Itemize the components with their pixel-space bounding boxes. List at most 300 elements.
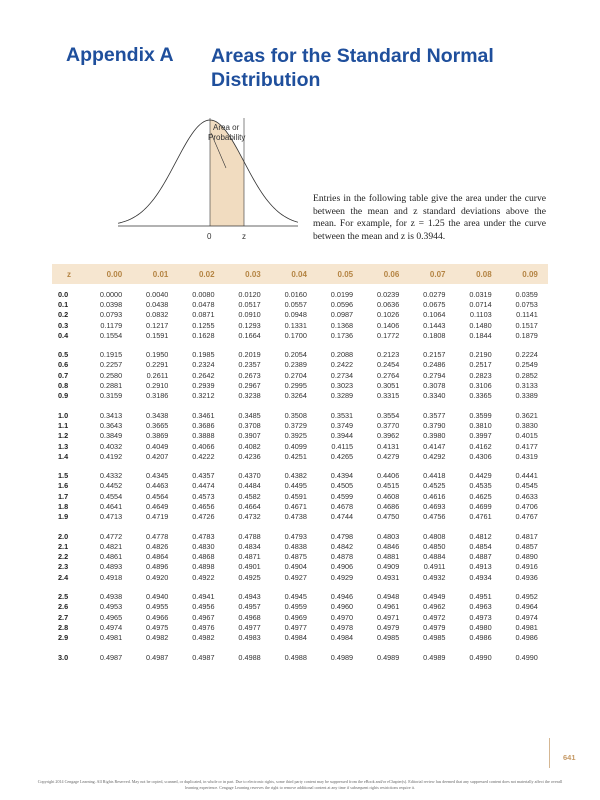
area-cell: 0.4864 (146, 552, 169, 562)
area-cell: 0.0319 (469, 289, 492, 299)
area-cell: 0.4932 (423, 572, 446, 582)
area-cell: 0.4953 (99, 602, 123, 612)
area-cell: 0.4927 (284, 572, 307, 582)
area-cell: 0.3413 (99, 410, 123, 420)
area-cell: 0.0478 (192, 299, 215, 309)
area-cell: 0.4783 (192, 531, 215, 541)
area-cell: 0.4817 (515, 531, 538, 541)
area-cell: 0.4987 (99, 652, 123, 662)
area-cell: 0.3461 (192, 410, 215, 420)
area-cell: 0.0040 (146, 289, 169, 299)
area-cell: 0.4803 (376, 531, 400, 541)
area-cell: 0.4896 (146, 562, 169, 572)
table-row (52, 320, 548, 330)
area-cell: 0.2611 (146, 370, 169, 380)
area-cell: 0.0080 (192, 289, 215, 299)
area-cell: 0.1664 (238, 330, 261, 340)
appendix-title: Areas for the Standard Normal Distribution (211, 45, 494, 91)
area-cell: 0.4979 (376, 622, 400, 632)
area-cell: 0.2157 (423, 350, 446, 360)
area-cell: 0.4881 (376, 552, 400, 562)
area-cell: 0.4319 (515, 451, 538, 461)
area-cell: 0.0948 (284, 310, 307, 320)
area-cell: 0.4474 (192, 481, 215, 491)
column-header: 0.06 (383, 269, 400, 279)
area-cell: 0.3729 (284, 420, 307, 430)
area-cell: 0.0832 (146, 310, 169, 320)
area-cell: 0.2324 (192, 360, 215, 370)
area-cell: 0.4279 (376, 451, 400, 461)
area-cell: 0.1844 (469, 330, 492, 340)
area-cell: 0.4838 (284, 541, 307, 551)
area-cell: 0.4945 (284, 592, 307, 602)
table-row (52, 380, 548, 390)
area-cell: 0.3944 (330, 431, 354, 441)
area-label-line1: Area or (213, 123, 240, 132)
area-cell: 0.3849 (99, 431, 123, 441)
column-header: 0.04 (291, 269, 307, 279)
area-cell: 0.4306 (469, 451, 492, 461)
area-cell: 0.3315 (376, 391, 400, 401)
page-number: 641 (563, 753, 576, 762)
area-cell: 0.4484 (238, 481, 261, 491)
area-cell: 0.4974 (515, 612, 538, 622)
row-group (52, 531, 548, 582)
area-cell: 0.3830 (515, 420, 538, 430)
area-cell: 0.3508 (284, 410, 307, 420)
area-cell: 0.4929 (330, 572, 354, 582)
area-cell: 0.0160 (284, 289, 307, 299)
area-cell: 0.4608 (376, 491, 400, 501)
area-cell: 0.3888 (192, 431, 215, 441)
area-cell: 0.4591 (284, 491, 307, 501)
table-row (52, 391, 548, 401)
area-cell: 0.4738 (284, 512, 307, 522)
area-cell: 0.3389 (515, 391, 538, 401)
area-cell: 0.4418 (423, 471, 446, 481)
area-cell: 0.4706 (515, 501, 538, 511)
area-cell: 0.4909 (376, 562, 400, 572)
area-cell: 0.4887 (469, 552, 492, 562)
area-cell: 0.3264 (284, 391, 307, 401)
area-cell: 0.4066 (192, 441, 215, 451)
area-cell: 0.0438 (146, 299, 169, 309)
area-cell: 0.4974 (99, 622, 123, 632)
area-cell: 0.1985 (192, 350, 215, 360)
area-cell: 0.4978 (330, 622, 354, 632)
column-header: 0.02 (198, 269, 215, 279)
area-cell: 0.4984 (284, 633, 307, 643)
area-cell: 0.4192 (99, 451, 123, 461)
area-cell: 0.2088 (330, 350, 354, 360)
area-cell: 0.4726 (192, 512, 215, 522)
z-value-cell: 2.7 (58, 612, 69, 622)
column-header: 0.08 (476, 269, 492, 279)
area-cell: 0.4345 (146, 471, 169, 481)
area-cell: 0.4987 (146, 652, 169, 662)
area-cell: 0.3749 (330, 420, 354, 430)
area-cell: 0.4918 (99, 572, 123, 582)
z-value-cell: 1.7 (58, 491, 69, 501)
area-cell: 0.2764 (376, 370, 400, 380)
area-cell: 0.4357 (192, 471, 215, 481)
area-cell: 0.4925 (238, 572, 261, 582)
area-cell: 0.4664 (238, 501, 261, 511)
area-cell: 0.4968 (238, 612, 261, 622)
area-cell: 0.4251 (284, 451, 307, 461)
area-cell: 0.1700 (284, 330, 307, 340)
area-cell: 0.4976 (192, 622, 215, 632)
area-cell: 0.1255 (192, 320, 215, 330)
area-cell: 0.4693 (423, 501, 446, 511)
area-cell: 0.4429 (469, 471, 492, 481)
z-value-cell: 0.8 (58, 381, 69, 391)
column-header: 0.00 (106, 269, 123, 279)
table-row (52, 370, 548, 380)
area-cell: 0.4265 (330, 451, 354, 461)
table-body (52, 289, 548, 662)
area-cell: 0.4846 (376, 541, 400, 551)
area-cell: 0.0793 (99, 310, 123, 320)
area-cell: 0.2019 (238, 350, 261, 360)
area-cell: 0.0910 (238, 310, 261, 320)
column-header: 0.03 (245, 269, 261, 279)
area-cell: 0.4834 (238, 541, 261, 551)
area-cell: 0.1480 (469, 320, 492, 330)
area-cell: 0.4878 (330, 552, 354, 562)
area-cell: 0.2454 (376, 360, 400, 370)
area-cell: 0.4938 (99, 592, 123, 602)
area-cell: 0.4778 (146, 531, 169, 541)
area-cell: 0.4082 (238, 441, 261, 451)
area-cell: 0.4979 (423, 622, 446, 632)
area-cell: 0.1179 (100, 320, 123, 330)
area-cell: 0.4906 (330, 562, 354, 572)
area-cell: 0.3554 (376, 410, 400, 420)
area-cell: 0.4940 (146, 592, 169, 602)
area-cell: 0.4987 (192, 652, 215, 662)
table-row (52, 572, 548, 582)
table-row (52, 612, 548, 622)
area-cell: 0.2517 (469, 360, 492, 370)
zero-label: 0 (207, 232, 212, 241)
area-cell: 0.4441 (515, 471, 538, 481)
table-row (52, 652, 548, 662)
area-cell: 0.4981 (99, 633, 123, 643)
table-row (52, 481, 548, 491)
area-cell: 0.3186 (146, 391, 169, 401)
area-cell: 0.3340 (423, 391, 446, 401)
area-cell: 0.1026 (376, 310, 400, 320)
area-cell: 0.3106 (469, 381, 492, 391)
area-cell: 0.2054 (284, 350, 307, 360)
area-cell: 0.2967 (238, 381, 261, 391)
area-cell: 0.4904 (284, 562, 307, 572)
area-cell: 0.4719 (146, 512, 169, 522)
area-cell: 0.4986 (469, 633, 492, 643)
area-cell: 0.2580 (99, 370, 123, 380)
area-cell: 0.4955 (146, 602, 169, 612)
area-cell: 0.4966 (146, 612, 169, 622)
area-cell: 0.4965 (99, 612, 123, 622)
area-cell: 0.0987 (330, 310, 354, 320)
area-cell: 0.3925 (284, 431, 307, 441)
area-cell: 0.4406 (376, 471, 400, 481)
area-cell: 0.3708 (238, 420, 261, 430)
area-cell: 0.4977 (284, 622, 307, 632)
area-cell: 0.3907 (238, 431, 261, 441)
area-cell: 0.1628 (192, 330, 215, 340)
area-cell: 0.4949 (423, 592, 446, 602)
area-cell: 0.1554 (99, 330, 123, 340)
normal-curve-figure (118, 118, 298, 246)
area-cell: 0.4990 (515, 652, 538, 662)
area-cell: 0.1406 (376, 320, 400, 330)
area-cell: 0.4788 (238, 531, 261, 541)
area-cell: 0.2486 (423, 360, 446, 370)
z-value-cell: 2.1 (58, 541, 69, 551)
area-cell: 0.2224 (515, 350, 538, 360)
area-cell: 0.0120 (238, 289, 261, 299)
area-cell: 0.1443 (423, 320, 446, 330)
area-cell: 0.4713 (99, 512, 123, 522)
area-cell: 0.4948 (376, 592, 400, 602)
area-cell: 0.4616 (423, 491, 446, 501)
area-cell: 0.2995 (284, 381, 307, 391)
area-cell: 0.3577 (423, 410, 446, 420)
area-cell: 0.4554 (99, 491, 123, 501)
appendix-label: Appendix A (66, 44, 174, 66)
area-cell: 0.4988 (238, 652, 261, 662)
z-value-cell: 0.5 (58, 350, 69, 360)
area-cell: 0.1293 (238, 320, 261, 330)
area-cell: 0.4582 (238, 491, 261, 501)
area-cell: 0.4989 (330, 652, 354, 662)
area-cell: 0.4969 (284, 612, 307, 622)
area-cell: 0.4032 (99, 441, 123, 451)
area-cell: 0.4972 (423, 612, 446, 622)
z-label: z (242, 232, 246, 241)
area-cell: 0.2291 (146, 360, 169, 370)
table-row (52, 431, 548, 441)
area-cell: 0.4744 (330, 512, 354, 522)
area-cell: 0.3365 (469, 391, 492, 401)
table-row (52, 289, 548, 299)
area-cell: 0.1950 (146, 350, 169, 360)
z-value-cell: 0.2 (58, 310, 69, 320)
area-cell: 0.1103 (469, 310, 492, 320)
area-cell: 0.4977 (238, 622, 261, 632)
area-cell: 0.3790 (423, 420, 446, 430)
area-cell: 0.2881 (99, 381, 123, 391)
area-cell: 0.4884 (423, 552, 446, 562)
z-value-cell: 2.8 (58, 622, 69, 632)
area-cell: 0.3078 (423, 381, 446, 391)
z-value-cell: 0.6 (58, 360, 69, 370)
table-row (52, 591, 548, 601)
area-cell: 0.4793 (284, 531, 307, 541)
area-cell: 0.4943 (238, 592, 261, 602)
row-group (52, 349, 548, 400)
area-cell: 0.0675 (423, 299, 446, 309)
area-cell: 0.4973 (469, 612, 492, 622)
area-cell: 0.0000 (99, 289, 123, 299)
area-cell: 0.2852 (515, 370, 538, 380)
area-cell: 0.3810 (469, 420, 492, 430)
area-cell: 0.4015 (515, 431, 538, 441)
area-cell: 0.4656 (192, 501, 215, 511)
area-cell: 0.4961 (376, 602, 400, 612)
area-cell: 0.4916 (515, 562, 538, 572)
area-cell: 0.3686 (192, 420, 215, 430)
area-cell: 0.4699 (469, 501, 492, 511)
area-cell: 0.4452 (99, 481, 123, 491)
area-cell: 0.4750 (376, 512, 400, 522)
z-value-cell: 2.2 (58, 552, 69, 562)
area-cell: 0.2939 (192, 381, 215, 391)
area-cell: 0.3133 (515, 381, 538, 391)
z-value-cell: 2.3 (58, 562, 69, 572)
area-cell: 0.4370 (238, 471, 261, 481)
area-cell: 0.4985 (423, 633, 446, 643)
row-group (52, 470, 548, 521)
row-group (52, 289, 548, 340)
area-cell: 0.4761 (469, 512, 492, 522)
area-cell: 0.4975 (146, 622, 169, 632)
area-cell: 0.4960 (330, 602, 354, 612)
area-cell: 0.4970 (330, 612, 354, 622)
area-cell: 0.4382 (284, 471, 307, 481)
z-value-cell: 0.3 (58, 320, 69, 330)
area-cell: 0.4394 (330, 471, 354, 481)
area-cell: 0.4990 (469, 652, 492, 662)
area-cell: 0.3621 (515, 410, 538, 420)
area-cell: 0.0753 (515, 299, 538, 309)
area-cell: 0.4871 (238, 552, 261, 562)
area-cell: 0.4957 (238, 602, 261, 612)
z-value-cell: 2.5 (58, 592, 69, 602)
z-value-cell: 2.6 (58, 602, 69, 612)
area-cell: 0.2422 (330, 360, 354, 370)
area-cell: 0.0557 (284, 299, 307, 309)
area-cell: 0.4236 (238, 451, 261, 461)
area-cell: 0.1915 (99, 350, 123, 360)
z-value-cell: 0.9 (58, 391, 69, 401)
area-cell: 0.4893 (99, 562, 123, 572)
table-row (52, 541, 548, 551)
area-cell: 0.4515 (376, 481, 400, 491)
area-cell: 0.4898 (192, 562, 215, 572)
area-cell: 0.4573 (192, 491, 215, 501)
area-cell: 0.0239 (376, 289, 400, 299)
table-row (52, 602, 548, 612)
area-cell: 0.4857 (515, 541, 538, 551)
area-cell: 0.4989 (423, 652, 446, 662)
z-value-cell: 0.1 (58, 299, 69, 309)
area-cell: 0.1772 (376, 330, 400, 340)
area-cell: 0.4985 (376, 633, 400, 643)
table-row (52, 420, 548, 430)
z-value-cell: 3.0 (58, 652, 69, 662)
column-header-z: z (67, 269, 71, 279)
area-cell: 0.3531 (330, 410, 354, 420)
area-cell: 0.4535 (469, 481, 492, 491)
area-cell: 0.3159 (99, 391, 123, 401)
row-group (52, 410, 548, 461)
area-cell: 0.0398 (99, 299, 123, 309)
area-cell: 0.0279 (423, 289, 446, 299)
area-cell: 0.4633 (515, 491, 538, 501)
area-cell: 0.3212 (192, 391, 215, 401)
area-cell: 0.4292 (423, 451, 446, 461)
area-cell: 0.4115 (331, 441, 354, 451)
area-cell: 0.4971 (376, 612, 400, 622)
table-row (52, 330, 548, 340)
area-cell: 0.0871 (192, 310, 215, 320)
area-cell: 0.4332 (99, 471, 123, 481)
area-cell: 0.4956 (192, 602, 215, 612)
z-value-cell: 1.5 (58, 471, 69, 481)
copyright-notice: Copyright 2014 Cengage Learning. All Rights Reserved. May not be copied, scanned, or duplicated, in whole or in part. Due to electronic rights, some third party content may be suppressed from the eBook and/or eChapter(s). Editorial review has deemed that any suppressed content does not materially affect the overall learning experience. Cengage Learning reserves the right to remove additional content at any time if subsequent rights restrictions require it. (37, 779, 563, 790)
area-cell: 0.4049 (146, 441, 169, 451)
area-cell: 0.4147 (423, 441, 446, 451)
table-row (52, 552, 548, 562)
area-cell: 0.4983 (238, 633, 261, 643)
z-value-cell: 1.1 (58, 420, 69, 430)
area-cell: 0.1736 (330, 330, 354, 340)
table-row (52, 531, 548, 541)
area-cell: 0.3643 (99, 420, 123, 430)
area-cell: 0.4952 (515, 592, 538, 602)
area-cell: 0.3997 (469, 431, 492, 441)
area-cell: 0.1591 (146, 330, 169, 340)
area-cell: 0.4962 (423, 602, 446, 612)
area-cell: 0.1517 (515, 320, 538, 330)
area-cell: 0.3238 (238, 391, 261, 401)
area-cell: 0.4463 (146, 481, 169, 491)
area-cell: 0.4920 (146, 572, 169, 582)
area-cell: 0.4505 (330, 481, 354, 491)
area-cell: 0.0714 (469, 299, 492, 309)
z-value-cell: 1.0 (58, 410, 69, 420)
area-cell: 0.4931 (376, 572, 400, 582)
table-header-row (52, 264, 548, 284)
area-cell: 0.2823 (469, 370, 492, 380)
area-cell: 0.4798 (330, 531, 354, 541)
table-row (52, 310, 548, 320)
area-cell: 0.2389 (284, 360, 307, 370)
column-header: 0.05 (337, 269, 354, 279)
area-cell: 0.4641 (99, 501, 123, 511)
area-label-line2: Probability (208, 133, 246, 142)
table-description: Entries in the following table give the area under the curve between the mean and z standard deviations above the mean. For example, for z = 1.25 the area under the curve between the mean and z is 0.3944. (313, 193, 546, 242)
area-cell: 0.4913 (469, 562, 492, 572)
table-row (52, 622, 548, 632)
area-cell: 0.4131 (376, 441, 400, 451)
table-row (52, 512, 548, 522)
area-cell: 0.4875 (284, 552, 307, 562)
area-cell: 0.2704 (284, 370, 307, 380)
area-cell: 0.4767 (515, 512, 538, 522)
area-cell: 0.4936 (515, 572, 538, 582)
area-cell: 0.3665 (146, 420, 169, 430)
area-cell: 0.1368 (330, 320, 354, 330)
area-cell: 0.4951 (469, 592, 492, 602)
area-cell: 0.4981 (515, 622, 538, 632)
area-cell: 0.4963 (469, 602, 492, 612)
z-value-cell: 1.2 (58, 431, 69, 441)
area-cell: 0.4941 (192, 592, 215, 602)
